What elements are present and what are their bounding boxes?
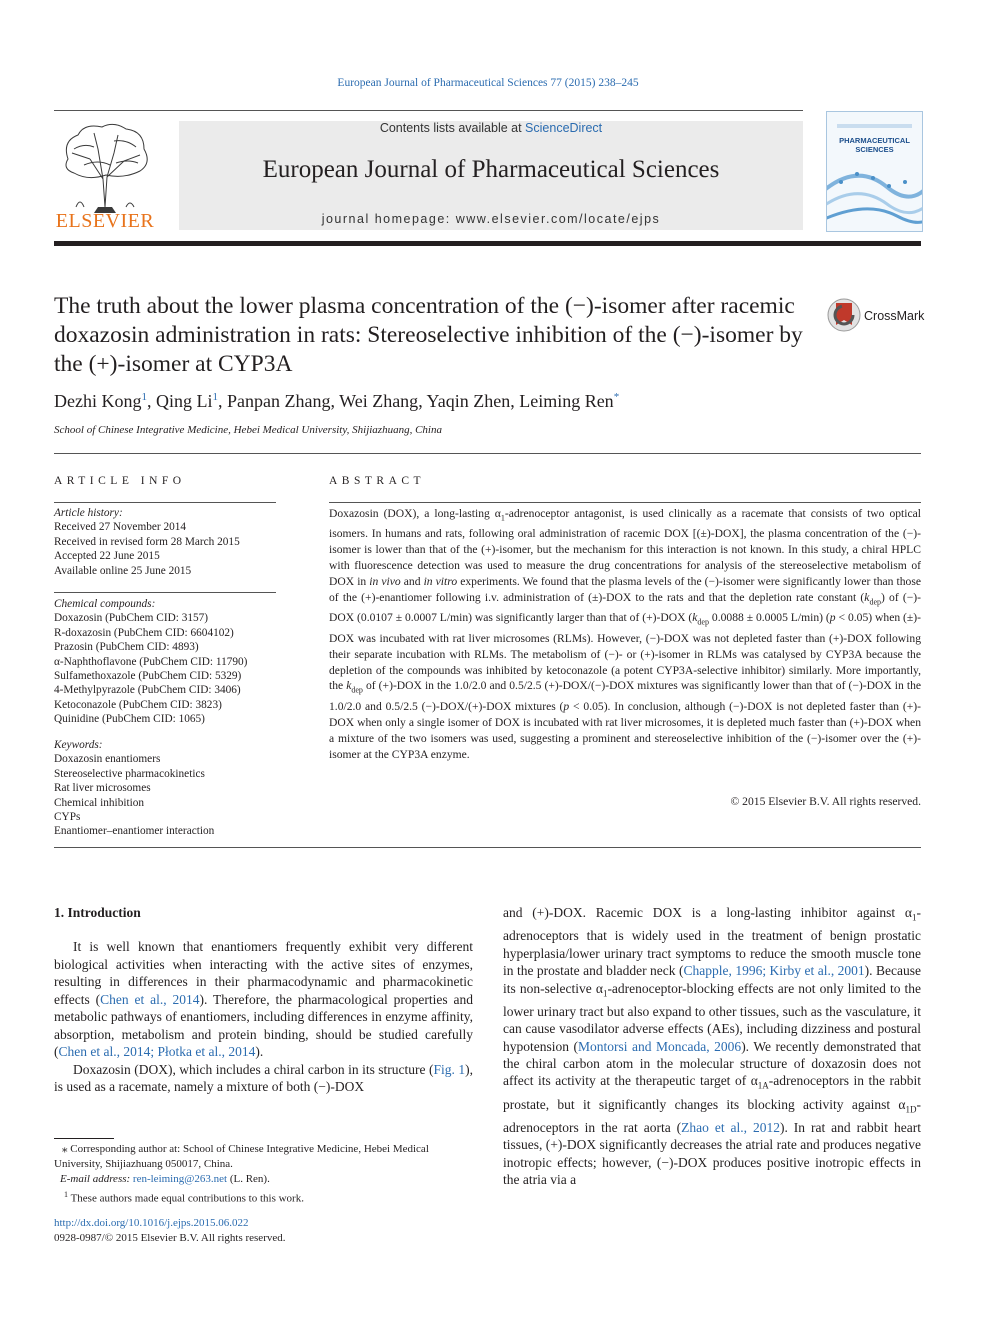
compound-item: 4-Methylpyrazole (PubChem CID: 3406) [54,684,241,697]
reference-link[interactable]: Chapple, 1996; Kirby et al., 2001 [683,963,865,979]
intro-paragraph [503,904,921,1189]
history-item: Available online 25 June 2015 [54,564,192,577]
intro-paragraph [54,938,473,1060]
abstract-italic: in vivo [369,575,401,589]
keyword-item: Chemical inhibition [54,796,145,809]
abstract-italic: in vitro [423,575,458,589]
compound-item: α-Naphthoflavone (PubChem CID: 11790) [54,655,248,668]
author[interactable] [227,391,330,411]
crossmark-label[interactable]: CrossMark [864,309,925,323]
abstract-italic: p [829,611,836,625]
keyword-item: CYPs [54,811,81,824]
footnotes [54,1142,473,1207]
journal-title: European Journal of Pharmaceutical Sciences [262,156,720,183]
header-thick-rule [54,241,921,246]
abstract-segment: ) of (−)-DOX (0.0107 ± 0.0007 L/min) was significantly larger than that of (+)-DOX ( [329,591,922,625]
body-sub: 1A [757,1081,769,1092]
journal-cover [826,111,923,232]
reference-link[interactable]: Chen et al., 2014; Płotka et al., 2014 [58,1044,256,1060]
footnote-mark: ⁎ [62,1143,68,1155]
body-segment: ), is used as a racemate, namely a mixture of both (−)-DOX [54,1061,473,1095]
equal-contribution-footnote [54,1187,473,1207]
body-segment: ). Therefore, the pharmacological properties and metabolic pathways of enantiomers, including differences in enzyme affinity, absorption, metabolism and protein binding, should be studied carefully ( [54,991,474,1060]
compound-item: Ketoconazole (PubChem CID: 3823) [54,698,222,711]
article-history [54,506,276,578]
intro-left-column [54,904,473,1096]
keyword-item: Stereoselective pharmacokinetics [54,767,205,780]
author-mark[interactable]: 1 [212,391,218,403]
history-item: Received 27 November 2014 [54,521,187,534]
body-segment: -adrenoceptor-blocking effects are not only limited to the lower urinary tract but also expand to other tissues, such as the vasculature, it can cause vasodilator adverse effects (AEs), including dizziness and postural hypotension ( [503,980,922,1054]
author-separator: , [146,391,156,411]
footnote-text: (L. Ren). [227,1173,270,1185]
compound-item: Doxazosin (PubChem CID: 3157) [54,612,209,625]
abstract-segment: Doxazosin (DOX), a long-lasting α [329,507,501,520]
body-segment: It is well known that enantiomers frequently exhibit very different biological activities when interacting with the active sites of enzymes, resulting in differences in their pharmacodynamic and pharmacokinetic effects ( [54,939,473,1007]
affiliation: School of Chinese Integrative Medicine, Hebei Medical University, Shijiazhuang, China [54,424,442,436]
body-sub: 1 [912,912,917,923]
crossmark-icon[interactable] [826,297,862,333]
body-sub: 1D [905,1104,917,1115]
author[interactable] [339,391,418,411]
body-segment: ). In rat and rabbit heart tissues, (+)-DOX significantly decreases the atrial rate and produces negative inotropic effects; however, (−)-DOX produces positive inotropic effects in the atria via a [503,1119,921,1188]
author-mark[interactable]: * [613,391,620,403]
footnote-mark: 1 [64,1190,68,1199]
body-segment: -adrenoceptors in the rat aorta ( [503,1096,921,1135]
info-rule [54,592,276,593]
compound-item: Quinidine (PubChem CID: 1065) [54,713,205,726]
author-name: Wei Zhang [339,391,419,411]
body-segment: ). We recently demonstrated that the chiral carbon atom in the molecular structure of doxazosin does not affect its activity at the therapeutic target of α [503,1038,921,1089]
abstract-segment: experiments. We found that the plasma levels of the (−)-isomer were significantly lower than those of the (+)-enantiomer following i.v. administration of (±)-DOX to the rats and that the depletion rate constant ( [329,575,921,605]
article-title: The truth about the lower plasma concentration of the (−)-isomer after racemic doxazosin administration in rats: Stereoselective inhibition of the (−)-isomer by the (+)-isomer at CYP3A [54,293,803,377]
contents-line [179,121,803,135]
abstract-heading: ABSTRACT [329,475,426,487]
elsevier-wordmark: ELSEVIER [55,210,155,232]
author-name: Panpan Zhang [226,391,331,411]
abstract-italic: k [346,679,352,693]
abstract-sub: dep [351,685,363,695]
author-list [54,391,834,412]
abstract-segment: 0.0088 ± 0.0005 L/min) ( [708,611,830,625]
author-name: Dezhi Kong [54,391,142,411]
author-separator: , [217,391,227,411]
body-segment: ). [255,1044,264,1060]
info-rule [54,502,276,503]
history-label: Article history: [54,507,123,519]
article-info-heading: ARTICLE INFO [54,475,186,487]
keyword-item: Enantiomer–enantiomer interaction [54,825,215,838]
intro-heading: 1. Introduction [54,905,141,920]
keyword-item: Rat liver microsomes [54,782,151,795]
abstract-sub: dep [869,597,881,607]
cover-title: PHARMACEUTICAL SCIENCES [839,136,910,154]
cover-art-icon [827,112,922,231]
author[interactable] [519,391,619,411]
issn-line: 0928-0987/© 2015 Elsevier B.V. All rights reserved. [54,1232,286,1244]
author-separator: , [418,391,427,411]
abstract-italic: k [864,591,870,605]
abstract-segment: < 0.05). In conclusion, although (−)-DOX is not depleted faster than (+)-DOX when only a single isomer of DOX is incubated with rat liver microsomes, it is depleted much faster than (+)-DOX when a mixture of the two isomers was used, suggesting a prominent and stereoselective inhibition of the (−)-isomer over the (+)-isomer at the CYP3A enzyme. [329,699,921,761]
body-sub: 1 [602,988,608,999]
reference-link[interactable]: Zhao et al., 2012 [681,1119,780,1135]
abstract-segment: -adrenoceptor antagonist, is used clinically as a racemate that consists of two optical isomers. In humans and rats, following oral administration of racemic DOX [(±)-DOX], the plasma concentration of the (−)-isomer is lower than that of the (+)-isomer, but the mechanism for this interaction is not known. In this study, a chiral HPLC with fluorescence detection was used to measure the drug concentrations for analysis of the stereoselective metabolism of DOX in [329,507,921,589]
footnote-text: Corresponding author at: School of Chinese Integrative Medicine, Hebei Medical University, Shijiazhuang 050017, China. [54,1143,429,1170]
body-segment: ). Because its non-selective α [503,963,921,996]
journal-homepage[interactable]: journal homepage: www.elsevier.com/locate/ejps [321,212,661,226]
footnote-rule [54,1138,114,1139]
author[interactable] [54,391,147,411]
author-name: Qing Li [155,391,213,411]
intro-paragraph [54,1061,473,1096]
email-link[interactable]: ren-leiming@263.net [132,1173,228,1185]
author-name: Yaqin Zhen [426,391,511,411]
abstract-sub: dep [697,617,709,627]
sciencedirect-link[interactable]: ScienceDirect [525,121,603,135]
abstract-italic: k [692,611,698,625]
reference-link[interactable]: Montorsi and Moncada, 2006 [578,1038,742,1054]
reference-link[interactable]: Chen et al., 2014 [100,991,200,1007]
abstract-rule [329,502,921,503]
corresponding-footnote [54,1142,473,1172]
compound-item: Prazosin (PubChem CID: 4893) [54,641,199,654]
body-segment: Doxazosin (DOX), which includes a chiral carbon in its structure ( [73,1061,434,1077]
history-item: Accepted 22 June 2015 [54,550,160,563]
abstract-sub: 1 [500,513,505,523]
keywords [54,738,276,839]
author[interactable] [156,391,218,411]
abstract-segment: of (+)-DOX in the 1.0/2.0 and 0.5/2.5 (+)-DOX/(−)-DOX mixtures was significantly lower than that of (−)-DOX in the 1.0/2.0 and 0.5/2.5 (−)-DOX/(+)-DOX mixtures ( [329,679,922,713]
keywords-label: Keywords: [54,739,103,751]
author-mark[interactable]: 1 [141,391,147,403]
footnote-text: These authors made equal contributions to this work. [70,1192,304,1205]
abstract-text [329,506,921,763]
compounds-label: Chemical compounds: [54,598,156,610]
chemical-compounds [54,597,276,727]
intro-right-column [503,904,921,1189]
abstract-segment: < 0.05) when (±)-DOX was incubated with rat liver microsomes (RLMs). However, (−)-DOX was not depleted faster than (+)-DOX following their separate incubation with RLMs. The metabolism of (−)- or (+)-isomer in RLMs was catalysed by CYP3A because the depletion of the compounds was inhibited by ketoconazole (a potent CYP3A-selective inhibitor) similarly. More importantly, the [329,611,922,693]
abstract-italic: p [563,699,570,713]
compound-item: R-doxazosin (PubChem CID: 6604102) [54,626,234,639]
compound-item: Sulfamethoxazole (PubChem CID: 5329) [54,670,242,683]
doi-link[interactable]: http://dx.doi.org/10.1016/j.ejps.2015.06.022 [54,1217,249,1229]
email-label: E-mail address: [60,1173,131,1185]
abstract-copyright: © 2015 Elsevier B.V. All rights reserved. [730,795,921,808]
journal-citation[interactable]: European Journal of Pharmaceutical Sciences 77 (2015) 238–245 [337,77,639,89]
body-segment: -adrenoceptors in the rabbit prostate, but it significantly changes its blocking activity against α [503,1073,921,1112]
author-name: Leiming Ren [519,391,614,411]
title-rule [54,453,921,454]
figure-link[interactable]: Fig. 1 [433,1061,466,1077]
abstract-segment: and [400,575,424,589]
contents-prefix: Contents lists available at [379,121,526,135]
history-item: Received in revised form 28 March 2015 [54,535,240,548]
body-segment: -adrenoceptors that is widely used in the treatment of benign prostatic hyperplasia/lower urinary tract symptoms to reduce the smooth muscle tone in the prostate and bladder neck ( [503,905,921,979]
author-separator: , [510,391,520,411]
keyword-item: Doxazosin enantiomers [54,753,161,766]
author[interactable] [427,391,511,411]
header-rule [54,110,803,111]
author-separator: , [330,391,340,411]
body-segment: and (+)-DOX. Racemic DOX is a long-lasting inhibitor against α [503,905,912,920]
abstract-bottom-rule [54,847,921,848]
email-footnote [54,1172,473,1187]
doi-block [54,1216,286,1246]
